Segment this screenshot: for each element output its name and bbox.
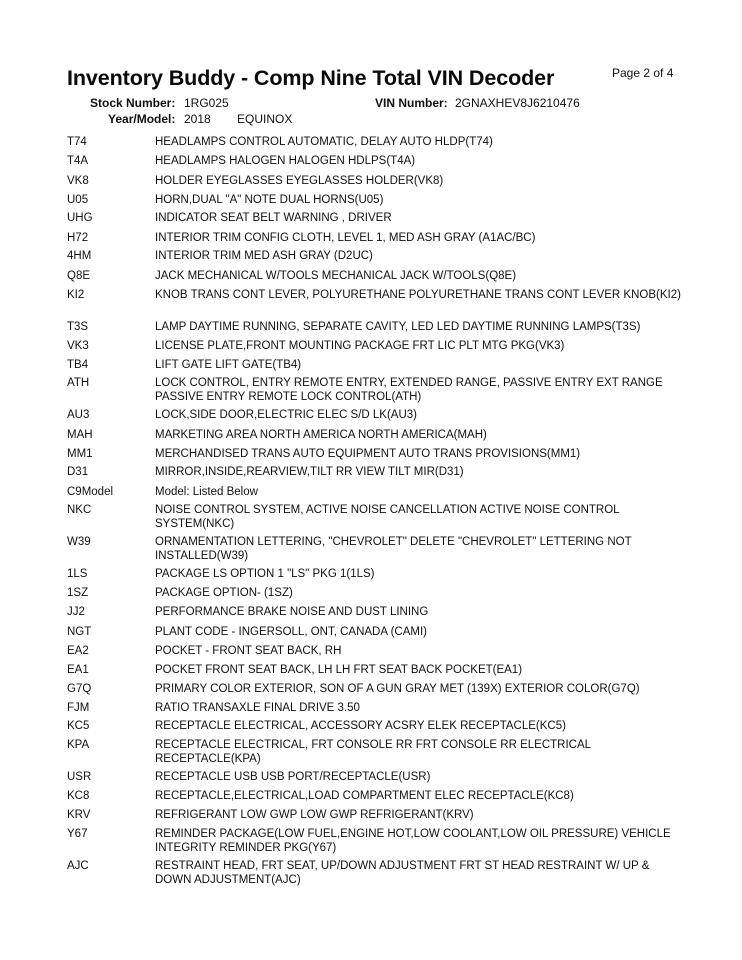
option-description: RATIO TRANSAXLE FINAL DRIVE 3.50	[155, 702, 360, 714]
option-description: JACK MECHANICAL W/TOOLS MECHANICAL JACK W/TOOLS(Q8E)	[155, 270, 517, 282]
option-code: Y67	[67, 828, 88, 840]
option-description: HOLDER EYEGLASSES EYEGLASSES HOLDER(VK8)	[155, 175, 444, 187]
stock-number-label: Stock Number:	[90, 96, 176, 110]
option-code: TB4	[67, 359, 89, 371]
option-code: FJM	[67, 702, 90, 714]
option-description: REMINDER PACKAGE(LOW FUEL,ENGINE HOT,LOW COOLANT,LOW OIL PRESSURE) VEHICLE INTEGRITY REMINDER PKG(Y67)	[155, 828, 671, 854]
option-code: ATH	[67, 377, 90, 389]
option-description: HEADLAMPS HALOGEN HALOGEN HDLPS(T4A)	[155, 155, 416, 167]
option-code: 4HM	[67, 250, 92, 262]
option-description: INDICATOR SEAT BELT WARNING , DRIVER	[155, 212, 392, 224]
option-description: LOCK,SIDE DOOR,ELECTRIC ELEC S/D LK(AU3)	[155, 409, 418, 421]
option-code: Q8E	[67, 270, 91, 282]
option-code: NGT	[67, 626, 92, 638]
option-code: KC5	[67, 720, 90, 732]
option-description: NOISE CONTROL SYSTEM, ACTIVE NOISE CANCELLATION ACTIVE NOISE CONTROL SYSTEM(NKC)	[155, 504, 620, 530]
option-code: USR	[67, 771, 92, 783]
option-code: KRV	[67, 809, 91, 821]
option-code: MM1	[67, 448, 93, 460]
option-code: KI2	[67, 289, 85, 301]
option-code: MAH	[67, 429, 93, 441]
vin-label: VIN Number:	[375, 96, 448, 110]
option-description: RECEPTACLE USB USB PORT/RECEPTACLE(USR)	[155, 771, 431, 783]
option-code: T4A	[67, 155, 89, 167]
option-description: LAMP DAYTIME RUNNING, SEPARATE CAVITY, LED LED DAYTIME RUNNING LAMPS(T3S)	[155, 321, 641, 333]
option-description: ORNAMENTATION LETTERING, "CHEVROLET" DELETE "CHEVROLET" LETTERING NOT INSTALLED(W39)	[155, 536, 632, 562]
option-description: KNOB TRANS CONT LEVER, POLYURETHANE POLYURETHANE TRANS CONT LEVER KNOB(KI2)	[155, 289, 681, 301]
stock-number-value: 1RG025	[184, 96, 229, 110]
option-description: POCKET - FRONT SEAT BACK, RH	[155, 645, 342, 657]
option-code: T3S	[67, 321, 89, 333]
option-code: 1LS	[67, 568, 88, 580]
vin-value: 2GNAXHEV8J6210476	[455, 96, 580, 110]
option-description: RECEPTACLE,ELECTRICAL,LOAD COMPARTMENT ELEC RECEPTACLE(KC8)	[155, 790, 574, 802]
option-description: PRIMARY COLOR EXTERIOR, SON OF A GUN GRAY MET (139X) EXTERIOR COLOR(G7Q)	[155, 683, 640, 695]
option-code: D31	[67, 466, 89, 478]
option-code: AU3	[67, 409, 90, 421]
option-description: PLANT CODE - INGERSOLL, ONT, CANADA (CAMI)	[155, 626, 428, 638]
option-description: MERCHANDISED TRANS AUTO EQUIPMENT AUTO TRANS PROVISIONS(MM1)	[155, 448, 581, 460]
option-description: LIFT GATE LIFT GATE(TB4)	[155, 359, 302, 371]
option-description: LOCK CONTROL, ENTRY REMOTE ENTRY, EXTENDED RANGE, PASSIVE ENTRY EXT RANGE PASSIVE ENTRY REMOTE LOCK CONTROL(ATH)	[155, 377, 663, 403]
option-code: UHG	[67, 212, 93, 224]
option-description: PACKAGE LS OPTION 1 "LS" PKG 1(1LS)	[155, 568, 375, 580]
option-code: AJC	[67, 860, 89, 872]
option-description: RECEPTACLE ELECTRICAL, ACCESSORY ACSRY ELEK RECEPTACLE(KC5)	[155, 720, 566, 732]
option-code: JJ2	[67, 606, 85, 618]
option-code: U05	[67, 194, 89, 206]
option-code: C9Model	[67, 486, 114, 498]
option-description: REFRIGERANT LOW GWP LOW GWP REFRIGERANT(KRV)	[155, 809, 474, 821]
option-description: HEADLAMPS CONTROL AUTOMATIC, DELAY AUTO HLDP(T74)	[155, 136, 493, 148]
option-code: G7Q	[67, 683, 92, 695]
option-code: EA2	[67, 645, 89, 657]
option-code: VK8	[67, 175, 89, 187]
option-description: PACKAGE OPTION- (1SZ)	[155, 587, 293, 599]
option-code: KC8	[67, 790, 90, 802]
option-code: W39	[67, 536, 91, 548]
option-description: Model: Listed Below	[155, 486, 258, 498]
option-description: PERFORMANCE BRAKE NOISE AND DUST LINING	[155, 606, 429, 618]
option-description: HORN,DUAL "A" NOTE DUAL HORNS(U05)	[155, 194, 384, 206]
option-description: POCKET FRONT SEAT BACK, LH LH FRT SEAT BACK POCKET(EA1)	[155, 664, 523, 676]
option-description: INTERIOR TRIM MED ASH GRAY (D2UC)	[155, 250, 373, 262]
option-description: RESTRAINT HEAD, FRT SEAT, UP/DOWN ADJUSTMENT FRT ST HEAD RESTRAINT W/ UP & DOWN ADJUSTMENT(AJC)	[155, 860, 650, 886]
option-code: 1SZ	[67, 587, 89, 599]
option-description: MIRROR,INSIDE,REARVIEW,TILT RR VIEW TILT MIR(D31)	[155, 466, 464, 478]
option-code: KPA	[67, 739, 90, 751]
option-code: H72	[67, 232, 89, 244]
option-code: VK3	[67, 340, 89, 352]
year-value: 2018	[184, 112, 211, 126]
year-model-label: Year/Model:	[108, 112, 176, 126]
option-description: MARKETING AREA NORTH AMERICA NORTH AMERICA(MAH)	[155, 429, 487, 441]
option-description: RECEPTACLE ELECTRICAL, FRT CONSOLE RR FRT CONSOLE RR ELECTRICAL RECEPTACLE(KPA)	[155, 739, 591, 765]
model-value: EQUINOX	[237, 112, 293, 126]
page-title: Inventory Buddy - Comp Nine Total VIN Decoder	[67, 66, 555, 90]
option-code: EA1	[67, 664, 89, 676]
option-code: T74	[67, 136, 87, 148]
option-code: NKC	[67, 504, 92, 516]
option-description: LICENSE PLATE,FRONT MOUNTING PACKAGE FRT LIC PLT MTG PKG(VK3)	[155, 340, 565, 352]
option-description: INTERIOR TRIM CONFIG CLOTH, LEVEL 1, MED ASH GRAY (A1AC/BC)	[155, 232, 536, 244]
page-number: Page 2 of 4	[612, 66, 674, 80]
